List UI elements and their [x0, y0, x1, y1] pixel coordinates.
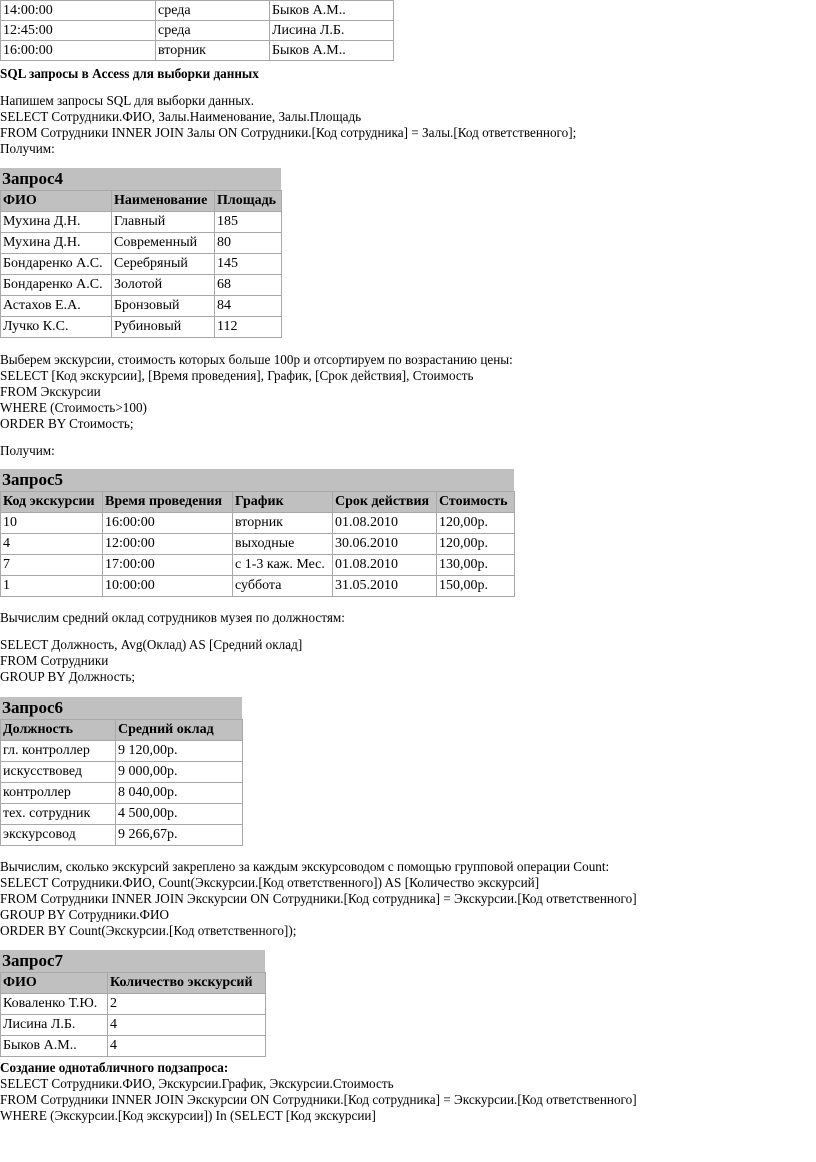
- table-cell: Мухина Д.Н.: [1, 233, 112, 254]
- table-cell: вторник: [233, 513, 333, 534]
- table-row: [1, 296, 282, 317]
- column-header: ФИО: [1, 973, 108, 994]
- table-row: [1, 1, 394, 21]
- table-cell: 112: [215, 317, 282, 338]
- sql-line: FROM Сотрудники INNER JOIN Экскурсии ON Сотрудники.[Код сотрудника] = Экскурсии.[Код ответственного]: [0, 891, 637, 906]
- sql-line: GROUP BY Должность;: [0, 669, 136, 684]
- text-line: Вычислим средний оклад сотрудников музея по должностям:: [0, 610, 345, 625]
- table-cell: 01.08.2010: [333, 513, 437, 534]
- table-cell: 4: [108, 1036, 266, 1057]
- table-row: [1, 41, 394, 61]
- table-header-row: [1, 492, 515, 513]
- table-cell: 9 120,00р.: [116, 741, 243, 762]
- table-cell: Бондаренко А.С.: [1, 275, 112, 296]
- table-row: [1, 783, 243, 804]
- table-cell: Коваленко Т.Ю.: [1, 994, 108, 1015]
- query4-table: [0, 190, 282, 338]
- table-cell: Быков А.М..: [1, 1036, 108, 1057]
- table-cell: Бронзовый: [112, 296, 215, 317]
- table-header-row: [1, 720, 243, 741]
- table-cell: 1: [1, 576, 103, 597]
- column-header: Площадь: [215, 191, 282, 212]
- table-cell: 2: [108, 994, 266, 1015]
- table-cell: 10: [1, 513, 103, 534]
- table-cell: 120,00р.: [437, 534, 515, 555]
- table-cell: 9 000,00р.: [116, 762, 243, 783]
- sql-line: SELECT [Код экскурсии], [Время проведения], График, [Срок действия], Стоимость: [0, 368, 474, 383]
- table-row: [1, 762, 243, 783]
- table-cell: Золотой: [112, 275, 215, 296]
- table-cell: 4: [1, 534, 103, 555]
- sql-line: WHERE (Экскурсии.[Код экскурсии]) In (SELECT [Код экскурсии]: [0, 1108, 376, 1123]
- table-cell: гл. контроллер: [1, 741, 116, 762]
- table-cell: 145: [215, 254, 282, 275]
- table-cell: 68: [215, 275, 282, 296]
- query6-table: [0, 719, 243, 846]
- table-row: [1, 233, 282, 254]
- text-line: Получим:: [0, 443, 55, 458]
- sql-line: FROM Сотрудники: [0, 653, 109, 668]
- table-cell: выходные: [233, 534, 333, 555]
- table-cell: Лисина Л.Б.: [1, 1015, 108, 1036]
- text-line: Напишем запросы SQL для выборки данных.: [0, 93, 254, 108]
- sql-line: GROUP BY Сотрудники.ФИО: [0, 907, 170, 922]
- table-cell: искусствовед: [1, 762, 116, 783]
- table-cell: суббота: [233, 576, 333, 597]
- table-row: [1, 741, 243, 762]
- query-title: Запрос5: [0, 469, 514, 491]
- table-row: [1, 825, 243, 846]
- table-cell: 8 040,00р.: [116, 783, 243, 804]
- table-cell: 17:00:00: [103, 555, 233, 576]
- sql-line: WHERE (Стоимость>100): [0, 400, 147, 415]
- table-cell: Лисина Л.Б.: [270, 21, 394, 41]
- sql-line: SELECT Сотрудники.ФИО, Экскурсии.График, Экскурсии.Стоимость: [0, 1076, 394, 1091]
- text-line: Выберем экскурсии, стоимость которых больше 100р и отсортируем по возрастанию цены:: [0, 352, 513, 367]
- sql-line: FROM Сотрудники INNER JOIN Экскурсии ON Сотрудники.[Код сотрудника] = Экскурсии.[Код ответственного]: [0, 1092, 637, 1107]
- table-row: [1, 1036, 266, 1057]
- table-cell: Мухина Д.Н.: [1, 212, 112, 233]
- table-cell: контроллер: [1, 783, 116, 804]
- table-row: [1, 212, 282, 233]
- column-header: Наименование: [112, 191, 215, 212]
- sql-line: SELECT Сотрудники.ФИО, Count(Экскурсии.[Код ответственного]) AS [Количество экскурсий]: [0, 875, 540, 890]
- table-cell: Бондаренко А.С.: [1, 254, 112, 275]
- table-cell: с 1-3 каж. Мес.: [233, 555, 333, 576]
- column-header: Должность: [1, 720, 116, 741]
- table-header-row: [1, 191, 282, 212]
- column-header: ФИО: [1, 191, 112, 212]
- column-header: Количество экскурсий: [108, 973, 266, 994]
- query7-table: [0, 972, 266, 1057]
- column-header: Срок действия: [333, 492, 437, 513]
- table-cell: тех. сотрудник: [1, 804, 116, 825]
- table-cell: 4 500,00р.: [116, 804, 243, 825]
- table-cell: Быков А.М..: [270, 41, 394, 61]
- table-cell: 84: [215, 296, 282, 317]
- table-cell: 4: [108, 1015, 266, 1036]
- table-cell: 30.06.2010: [333, 534, 437, 555]
- column-header: График: [233, 492, 333, 513]
- table-cell: 14:00:00: [1, 1, 156, 21]
- table-header-row: [1, 973, 266, 994]
- sql-line: ORDER BY Count(Экскурсии.[Код ответственного]);: [0, 923, 297, 938]
- table-row: [1, 555, 515, 576]
- text-line: Вычислим, сколько экскурсий закреплено за каждым экскурсоводом с помощью групповой операции Count:: [0, 859, 610, 874]
- table-cell: 9 266,67р.: [116, 825, 243, 846]
- table-row: [1, 317, 282, 338]
- query5-table: [0, 491, 515, 597]
- column-header: Код экскурсии: [1, 492, 103, 513]
- query-title: Запрос4: [0, 168, 281, 190]
- table-cell: Современный: [112, 233, 215, 254]
- column-header: Время проведения: [103, 492, 233, 513]
- table-cell: Быков А.М..: [270, 1, 394, 21]
- table-cell: Рубиновый: [112, 317, 215, 338]
- table-row: [1, 275, 282, 296]
- section-heading: SQL запросы в Access для выборки данных: [0, 66, 259, 81]
- table-row: [1, 254, 282, 275]
- table-cell: Астахов Е.А.: [1, 296, 112, 317]
- query-title: Запрос7: [0, 950, 265, 972]
- column-header: Стоимость: [437, 492, 515, 513]
- table-cell: среда: [156, 1, 270, 21]
- table-cell: 12:00:00: [103, 534, 233, 555]
- table-cell: Главный: [112, 212, 215, 233]
- section-heading: Создание однотабличного подзапроса:: [0, 1060, 229, 1075]
- table-cell: 150,00р.: [437, 576, 515, 597]
- sql-line: ORDER BY Стоимость;: [0, 416, 134, 431]
- table-row: [1, 1015, 266, 1036]
- table-row: [1, 804, 243, 825]
- table-cell: Лучко К.С.: [1, 317, 112, 338]
- table-cell: Серебряный: [112, 254, 215, 275]
- sql-line: SELECT Должность, Avg(Оклад) AS [Средний оклад]: [0, 637, 303, 652]
- query-title: Запрос6: [0, 697, 242, 719]
- table-cell: 31.05.2010: [333, 576, 437, 597]
- table-row: [1, 576, 515, 597]
- table-cell: среда: [156, 21, 270, 41]
- table-cell: 130,00р.: [437, 555, 515, 576]
- table-cell: 120,00р.: [437, 513, 515, 534]
- table-cell: 7: [1, 555, 103, 576]
- column-header: Средний оклад: [116, 720, 243, 741]
- table-cell: 10:00:00: [103, 576, 233, 597]
- schedule-table: [0, 0, 394, 61]
- text-line: Получим:: [0, 141, 55, 156]
- sql-line: FROM Экскурсии: [0, 384, 101, 399]
- table-cell: 12:45:00: [1, 21, 156, 41]
- table-cell: 01.08.2010: [333, 555, 437, 576]
- table-cell: 80: [215, 233, 282, 254]
- table-cell: вторник: [156, 41, 270, 61]
- table-cell: 16:00:00: [103, 513, 233, 534]
- table-cell: экскурсовод: [1, 825, 116, 846]
- table-row: [1, 994, 266, 1015]
- table-cell: 16:00:00: [1, 41, 156, 61]
- table-cell: 185: [215, 212, 282, 233]
- table-row: [1, 513, 515, 534]
- sql-line: SELECT Сотрудники.ФИО, Залы.Наименование, Залы.Площадь: [0, 109, 362, 124]
- table-row: [1, 534, 515, 555]
- table-row: [1, 21, 394, 41]
- sql-line: FROM Сотрудники INNER JOIN Залы ON Сотрудники.[Код сотрудника] = Залы.[Код ответственного];: [0, 125, 577, 140]
